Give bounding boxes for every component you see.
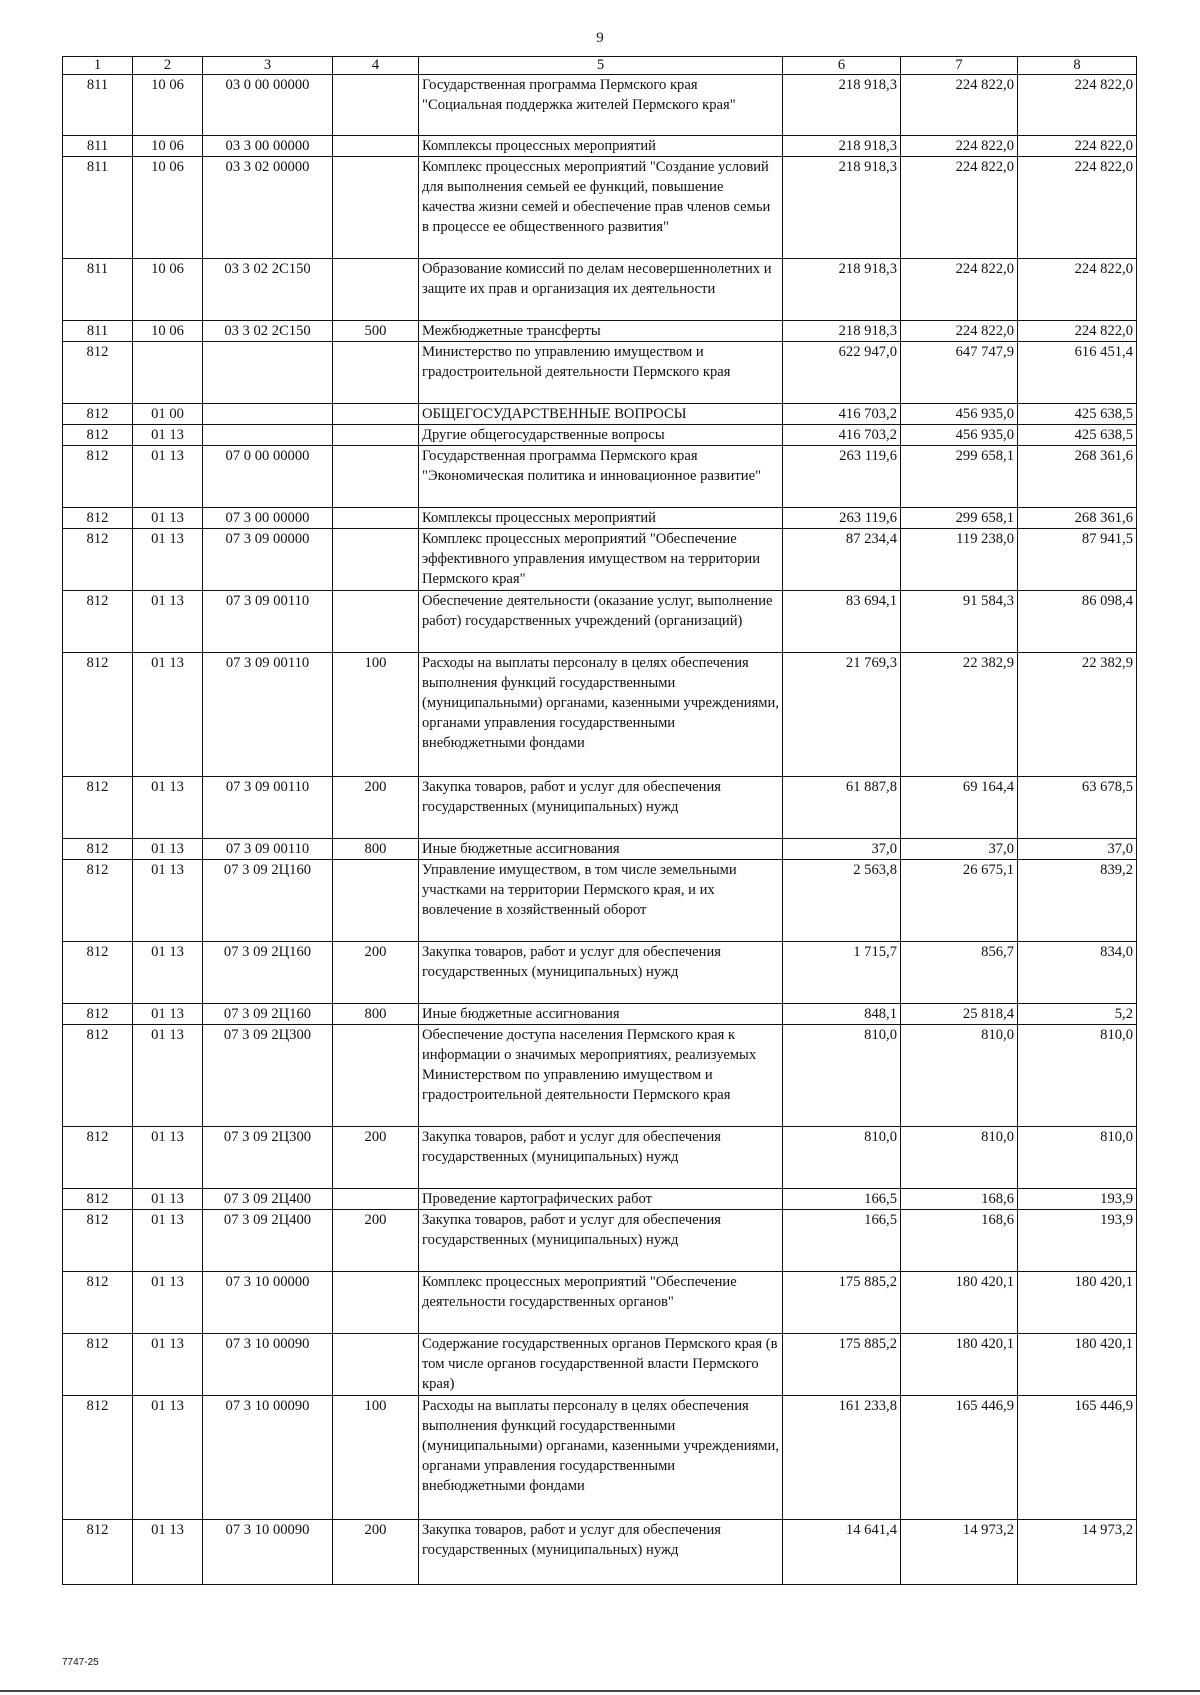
- table-row: [63, 529, 1137, 591]
- target-code-cell: 03 3 02 2С150: [203, 259, 333, 321]
- expense-type-cell: 200: [333, 777, 419, 839]
- target-code-cell: 07 3 09 2Ц300: [203, 1025, 333, 1127]
- column-header: 2: [133, 57, 203, 75]
- expense-type-cell: 800: [333, 1004, 419, 1025]
- target-code-cell: 03 3 02 00000: [203, 157, 333, 259]
- amount-col8-cell: 834,0: [1018, 942, 1137, 1004]
- column-header: 1: [63, 57, 133, 75]
- section-code-cell: 10 06: [133, 157, 203, 259]
- admin-code-cell: 812: [63, 1127, 133, 1189]
- admin-code-cell: 811: [63, 136, 133, 157]
- target-code-cell: 07 3 09 00110: [203, 653, 333, 777]
- admin-code-cell: 812: [63, 1004, 133, 1025]
- admin-code-cell: 812: [63, 446, 133, 508]
- column-header: 7: [901, 57, 1018, 75]
- section-code-cell: 01 13: [133, 591, 203, 653]
- amount-col6-cell: 161 233,8: [783, 1396, 901, 1520]
- amount-col6-cell: 14 641,4: [783, 1520, 901, 1585]
- amount-col7-cell: 180 420,1: [901, 1272, 1018, 1334]
- amount-col8-cell: 180 420,1: [1018, 1272, 1137, 1334]
- amount-col7-cell: 456 935,0: [901, 425, 1018, 446]
- target-code-cell: 07 3 00 00000: [203, 508, 333, 529]
- item-name-cell: Обеспечение доступа населения Пермского края к информации о значимых мероприятиях, реализуемых Министерством по управлению имуществом и градостроительной деятельности Пермского края: [419, 1025, 783, 1127]
- amount-col7-cell: 856,7: [901, 942, 1018, 1004]
- table-row: [63, 1272, 1137, 1334]
- column-header: 6: [783, 57, 901, 75]
- item-name-cell: Закупка товаров, работ и услуг для обеспечения государственных (муниципальных) нужд: [419, 942, 783, 1004]
- amount-col7-cell: 14 973,2: [901, 1520, 1018, 1585]
- section-code-cell: 01 00: [133, 404, 203, 425]
- expense-type-cell: [333, 591, 419, 653]
- amount-col6-cell: 166,5: [783, 1210, 901, 1272]
- section-code-cell: 01 13: [133, 446, 203, 508]
- amount-col7-cell: 647 747,9: [901, 342, 1018, 404]
- target-code-cell: 07 3 09 00110: [203, 591, 333, 653]
- admin-code-cell: 812: [63, 839, 133, 860]
- admin-code-cell: 812: [63, 653, 133, 777]
- section-code-cell: 10 06: [133, 321, 203, 342]
- item-name-cell: Комплекс процессных мероприятий "Обеспечение деятельности государственных органов": [419, 1272, 783, 1334]
- amount-col6-cell: 416 703,2: [783, 425, 901, 446]
- target-code-cell: 03 3 00 00000: [203, 136, 333, 157]
- section-code-cell: [133, 342, 203, 404]
- amount-col7-cell: 69 164,4: [901, 777, 1018, 839]
- admin-code-cell: 811: [63, 321, 133, 342]
- amount-col7-cell: 25 818,4: [901, 1004, 1018, 1025]
- amount-col6-cell: 1 715,7: [783, 942, 901, 1004]
- admin-code-cell: 812: [63, 591, 133, 653]
- amount-col6-cell: 263 119,6: [783, 446, 901, 508]
- expense-type-cell: [333, 446, 419, 508]
- table-row: [63, 1334, 1137, 1396]
- item-name-cell: Государственная программа Пермского края "Экономическая политика и инновационное развитие": [419, 446, 783, 508]
- page-number: 9: [596, 30, 604, 46]
- target-code-cell: 07 3 09 00110: [203, 839, 333, 860]
- item-name-cell: Управление имуществом, в том числе земельными участками на территории Пермского края, и их вовлечение в хозяйственный оборот: [419, 860, 783, 942]
- section-code-cell: 01 13: [133, 425, 203, 446]
- table-row: [63, 508, 1137, 529]
- table-row: [63, 1396, 1137, 1520]
- amount-col7-cell: 224 822,0: [901, 75, 1018, 136]
- target-code-cell: 07 3 09 2Ц160: [203, 1004, 333, 1025]
- amount-col8-cell: 839,2: [1018, 860, 1137, 942]
- table-row: [63, 1004, 1137, 1025]
- section-code-cell: 01 13: [133, 1334, 203, 1396]
- amount-col6-cell: 83 694,1: [783, 591, 901, 653]
- document-code: 7747-25: [62, 1657, 99, 1668]
- item-name-cell: Обеспечение деятельности (оказание услуг, выполнение работ) государственных учреждений (организаций): [419, 591, 783, 653]
- table-row: [63, 75, 1137, 136]
- column-header: 4: [333, 57, 419, 75]
- item-name-cell: Межбюджетные трансферты: [419, 321, 783, 342]
- expense-type-cell: 200: [333, 1127, 419, 1189]
- target-code-cell: 07 3 10 00090: [203, 1520, 333, 1585]
- target-code-cell: 07 3 09 2Ц400: [203, 1210, 333, 1272]
- admin-code-cell: 812: [63, 508, 133, 529]
- admin-code-cell: 812: [63, 1272, 133, 1334]
- amount-col8-cell: 425 638,5: [1018, 404, 1137, 425]
- table-row: [63, 1210, 1137, 1272]
- budget-table: [62, 56, 1137, 1585]
- target-code-cell: 03 3 02 2С150: [203, 321, 333, 342]
- amount-col8-cell: 224 822,0: [1018, 157, 1137, 259]
- admin-code-cell: 812: [63, 942, 133, 1004]
- item-name-cell: Закупка товаров, работ и услуг для обеспечения государственных (муниципальных) нужд: [419, 777, 783, 839]
- expense-type-cell: 800: [333, 839, 419, 860]
- table-row: [63, 1127, 1137, 1189]
- amount-col6-cell: 218 918,3: [783, 321, 901, 342]
- table-row: [63, 860, 1137, 942]
- admin-code-cell: 811: [63, 75, 133, 136]
- section-code-cell: 01 13: [133, 1272, 203, 1334]
- target-code-cell: [203, 425, 333, 446]
- amount-col8-cell: 37,0: [1018, 839, 1137, 860]
- table-row: [63, 1189, 1137, 1210]
- table-row: [63, 653, 1137, 777]
- item-name-cell: Закупка товаров, работ и услуг для обеспечения государственных (муниципальных) нужд: [419, 1210, 783, 1272]
- amount-col6-cell: 218 918,3: [783, 259, 901, 321]
- expense-type-cell: [333, 508, 419, 529]
- admin-code-cell: 812: [63, 1025, 133, 1127]
- admin-code-cell: 812: [63, 404, 133, 425]
- amount-col6-cell: 218 918,3: [783, 136, 901, 157]
- expense-type-cell: [333, 259, 419, 321]
- item-name-cell: Расходы на выплаты персоналу в целях обеспечения выполнения функций государственными (муниципальными) органами, казенными учреждениями, органами управления государственными внебюджетными фондами: [419, 653, 783, 777]
- amount-col6-cell: 166,5: [783, 1189, 901, 1210]
- table-row: [63, 425, 1137, 446]
- amount-col7-cell: 456 935,0: [901, 404, 1018, 425]
- amount-col6-cell: 810,0: [783, 1127, 901, 1189]
- amount-col6-cell: 848,1: [783, 1004, 901, 1025]
- amount-col7-cell: 299 658,1: [901, 508, 1018, 529]
- table-row: [63, 259, 1137, 321]
- target-code-cell: [203, 404, 333, 425]
- amount-col6-cell: 416 703,2: [783, 404, 901, 425]
- amount-col6-cell: 37,0: [783, 839, 901, 860]
- expense-type-cell: 200: [333, 1520, 419, 1585]
- target-code-cell: 07 3 10 00090: [203, 1396, 333, 1520]
- admin-code-cell: 812: [63, 1334, 133, 1396]
- item-name-cell: Проведение картографических работ: [419, 1189, 783, 1210]
- amount-col7-cell: 168,6: [901, 1189, 1018, 1210]
- target-code-cell: 07 3 09 2Ц400: [203, 1189, 333, 1210]
- expense-type-cell: [333, 1272, 419, 1334]
- item-name-cell: Расходы на выплаты персоналу в целях обеспечения выполнения функций государственными (муниципальными) органами, казенными учреждениями, органами управления государственными внебюджетными фондами: [419, 1396, 783, 1520]
- amount-col6-cell: 263 119,6: [783, 508, 901, 529]
- amount-col8-cell: 63 678,5: [1018, 777, 1137, 839]
- admin-code-cell: 812: [63, 777, 133, 839]
- amount-col7-cell: 810,0: [901, 1025, 1018, 1127]
- section-code-cell: 01 13: [133, 1189, 203, 1210]
- amount-col8-cell: 616 451,4: [1018, 342, 1137, 404]
- amount-col8-cell: 165 446,9: [1018, 1396, 1137, 1520]
- amount-col7-cell: 165 446,9: [901, 1396, 1018, 1520]
- table-row: [63, 942, 1137, 1004]
- amount-col6-cell: 2 563,8: [783, 860, 901, 942]
- column-header: 3: [203, 57, 333, 75]
- amount-col7-cell: 119 238,0: [901, 529, 1018, 591]
- item-name-cell: Комплексы процессных мероприятий: [419, 136, 783, 157]
- amount-col8-cell: 5,2: [1018, 1004, 1137, 1025]
- expense-type-cell: [333, 1025, 419, 1127]
- expense-type-cell: [333, 1334, 419, 1396]
- section-code-cell: 01 13: [133, 653, 203, 777]
- expense-type-cell: [333, 404, 419, 425]
- section-code-cell: 01 13: [133, 508, 203, 529]
- item-name-cell: Образование комиссий по делам несовершеннолетних и защите их прав и организация их деятельности: [419, 259, 783, 321]
- amount-col8-cell: 14 973,2: [1018, 1520, 1137, 1585]
- target-code-cell: 07 3 09 00000: [203, 529, 333, 591]
- admin-code-cell: 812: [63, 1396, 133, 1520]
- amount-col7-cell: 168,6: [901, 1210, 1018, 1272]
- amount-col8-cell: 810,0: [1018, 1025, 1137, 1127]
- amount-col7-cell: 224 822,0: [901, 321, 1018, 342]
- admin-code-cell: 812: [63, 425, 133, 446]
- amount-col7-cell: 22 382,9: [901, 653, 1018, 777]
- column-header: 5: [419, 57, 783, 75]
- amount-col8-cell: 425 638,5: [1018, 425, 1137, 446]
- amount-col8-cell: 224 822,0: [1018, 75, 1137, 136]
- amount-col8-cell: 810,0: [1018, 1127, 1137, 1189]
- table-row: [63, 446, 1137, 508]
- amount-col6-cell: 622 947,0: [783, 342, 901, 404]
- admin-code-cell: 812: [63, 1189, 133, 1210]
- table-row: [63, 777, 1137, 839]
- item-name-cell: Государственная программа Пермского края "Социальная поддержка жителей Пермского края": [419, 75, 783, 136]
- target-code-cell: 07 3 10 00090: [203, 1334, 333, 1396]
- table-row: [63, 404, 1137, 425]
- amount-col6-cell: 61 887,8: [783, 777, 901, 839]
- item-name-cell: Комплекс процессных мероприятий "Создание условий для выполнения семьей ее функций, повышение качества жизни семей и обеспечение прав членов семьи в процессе ее общественного развития": [419, 157, 783, 259]
- item-name-cell: Закупка товаров, работ и услуг для обеспечения государственных (муниципальных) нужд: [419, 1127, 783, 1189]
- amount-col7-cell: 810,0: [901, 1127, 1018, 1189]
- item-name-cell: Содержание государственных органов Пермского края (в том числе органов государственной власти Пермского края): [419, 1334, 783, 1396]
- item-name-cell: Иные бюджетные ассигнования: [419, 839, 783, 860]
- amount-col6-cell: 218 918,3: [783, 75, 901, 136]
- section-code-cell: 01 13: [133, 860, 203, 942]
- section-code-cell: 10 06: [133, 259, 203, 321]
- amount-col8-cell: 224 822,0: [1018, 259, 1137, 321]
- item-name-cell: Комплекс процессных мероприятий "Обеспечение эффективного управления имуществом на территории Пермского края": [419, 529, 783, 591]
- expense-type-cell: 200: [333, 942, 419, 1004]
- amount-col7-cell: 91 584,3: [901, 591, 1018, 653]
- admin-code-cell: 811: [63, 157, 133, 259]
- target-code-cell: 07 3 09 2Ц300: [203, 1127, 333, 1189]
- target-code-cell: 07 3 09 00110: [203, 777, 333, 839]
- amount-col7-cell: 299 658,1: [901, 446, 1018, 508]
- target-code-cell: 07 3 09 2Ц160: [203, 860, 333, 942]
- amount-col8-cell: 224 822,0: [1018, 321, 1137, 342]
- section-code-cell: 10 06: [133, 75, 203, 136]
- table-row: [63, 591, 1137, 653]
- table-row: [63, 342, 1137, 404]
- expense-type-cell: [333, 425, 419, 446]
- admin-code-cell: 812: [63, 860, 133, 942]
- admin-code-cell: 812: [63, 1520, 133, 1585]
- amount-col6-cell: 175 885,2: [783, 1334, 901, 1396]
- section-code-cell: 01 13: [133, 529, 203, 591]
- amount-col8-cell: 193,9: [1018, 1189, 1137, 1210]
- amount-col6-cell: 218 918,3: [783, 157, 901, 259]
- section-code-cell: 01 13: [133, 1004, 203, 1025]
- target-code-cell: 07 3 09 2Ц160: [203, 942, 333, 1004]
- table-row: [63, 157, 1137, 259]
- table-row: [63, 839, 1137, 860]
- item-name-cell: Комплексы процессных мероприятий: [419, 508, 783, 529]
- amount-col8-cell: 86 098,4: [1018, 591, 1137, 653]
- amount-col6-cell: 87 234,4: [783, 529, 901, 591]
- amount-col8-cell: 180 420,1: [1018, 1334, 1137, 1396]
- amount-col7-cell: 37,0: [901, 839, 1018, 860]
- amount-col7-cell: 224 822,0: [901, 259, 1018, 321]
- amount-col8-cell: 268 361,6: [1018, 508, 1137, 529]
- amount-col8-cell: 193,9: [1018, 1210, 1137, 1272]
- expense-type-cell: [333, 1189, 419, 1210]
- amount-col6-cell: 175 885,2: [783, 1272, 901, 1334]
- header-row: [63, 57, 1137, 75]
- expense-type-cell: 200: [333, 1210, 419, 1272]
- section-code-cell: 01 13: [133, 1520, 203, 1585]
- expense-type-cell: 100: [333, 1396, 419, 1520]
- admin-code-cell: 812: [63, 529, 133, 591]
- table-row: [63, 321, 1137, 342]
- table-row: [63, 1520, 1137, 1585]
- target-code-cell: 07 3 10 00000: [203, 1272, 333, 1334]
- item-name-cell: Закупка товаров, работ и услуг для обеспечения государственных (муниципальных) нужд: [419, 1520, 783, 1585]
- section-code-cell: 01 13: [133, 1025, 203, 1127]
- target-code-cell: [203, 342, 333, 404]
- section-code-cell: 01 13: [133, 1127, 203, 1189]
- section-code-cell: 01 13: [133, 777, 203, 839]
- item-name-cell: ОБЩЕГОСУДАРСТВЕННЫЕ ВОПРОСЫ: [419, 404, 783, 425]
- target-code-cell: 07 0 00 00000: [203, 446, 333, 508]
- amount-col7-cell: 224 822,0: [901, 136, 1018, 157]
- amount-col6-cell: 21 769,3: [783, 653, 901, 777]
- column-header: 8: [1018, 57, 1137, 75]
- table-body: [63, 75, 1137, 1585]
- section-code-cell: 01 13: [133, 839, 203, 860]
- admin-code-cell: 811: [63, 259, 133, 321]
- expense-type-cell: [333, 860, 419, 942]
- expense-type-cell: [333, 342, 419, 404]
- section-code-cell: 10 06: [133, 136, 203, 157]
- section-code-cell: 01 13: [133, 1396, 203, 1520]
- table-row: [63, 1025, 1137, 1127]
- expense-type-cell: [333, 529, 419, 591]
- admin-code-cell: 812: [63, 1210, 133, 1272]
- expense-type-cell: 100: [333, 653, 419, 777]
- amount-col8-cell: 268 361,6: [1018, 446, 1137, 508]
- item-name-cell: Иные бюджетные ассигнования: [419, 1004, 783, 1025]
- amount-col7-cell: 224 822,0: [901, 157, 1018, 259]
- section-code-cell: 01 13: [133, 1210, 203, 1272]
- table-row: [63, 136, 1137, 157]
- amount-col8-cell: 22 382,9: [1018, 653, 1137, 777]
- admin-code-cell: 812: [63, 342, 133, 404]
- amount-col8-cell: 87 941,5: [1018, 529, 1137, 591]
- expense-type-cell: [333, 157, 419, 259]
- target-code-cell: 03 0 00 00000: [203, 75, 333, 136]
- item-name-cell: Министерство по управлению имуществом и градостроительной деятельности Пермского края: [419, 342, 783, 404]
- expense-type-cell: 500: [333, 321, 419, 342]
- amount-col6-cell: 810,0: [783, 1025, 901, 1127]
- amount-col7-cell: 180 420,1: [901, 1334, 1018, 1396]
- amount-col8-cell: 224 822,0: [1018, 136, 1137, 157]
- scan-edge-line: [0, 1690, 1200, 1692]
- expense-type-cell: [333, 136, 419, 157]
- section-code-cell: 01 13: [133, 942, 203, 1004]
- amount-col7-cell: 26 675,1: [901, 860, 1018, 942]
- expense-type-cell: [333, 75, 419, 136]
- item-name-cell: Другие общегосударственные вопросы: [419, 425, 783, 446]
